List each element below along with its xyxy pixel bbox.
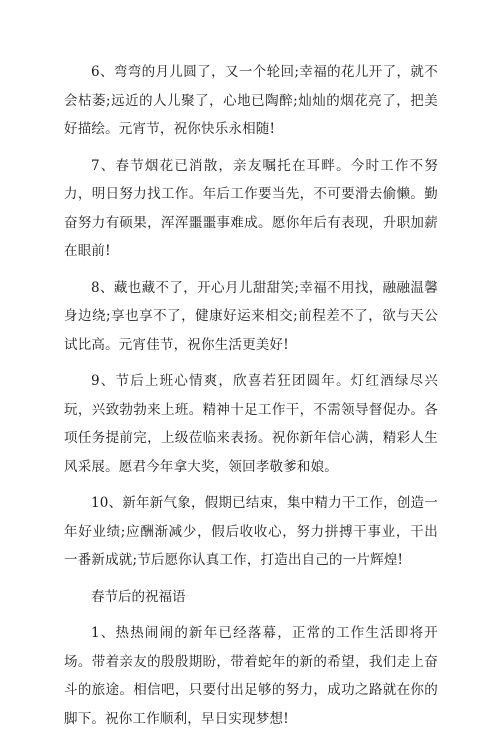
- document-body: [64, 58, 438, 741]
- paragraph-6: 6、弯弯的月儿圆了，又一个轮回;幸福的花儿开了，就不会枯萎;远近的人儿聚了，心地已陶醉;灿灿的烟花亮了，把美好描绘。元宵节，祝你快乐永相随!: [64, 64, 438, 137]
- paragraph-7: 7、春节烟花已消散，亲友嘱托在耳畔。今时工作不努力，明日努力找工作。年后工作要当先，不可要滑去偷懒。勤奋努力有硕果，浑浑噩噩事难成。愿你年后有表现，升职加薪在眼前!: [64, 157, 438, 259]
- paragraph-10: 10、新年新气象，假期已结束，集中精力干工作，创造一年好业绩;应酬渐减少，假后收收心，努力拼搏干事业，干出一番新成就;节后愿你认真工作，打造出自己的一片辉煌!: [64, 495, 438, 568]
- paragraph-8: 8、藏也藏不了，开心月儿甜甜笑;幸福不用找，融融温馨身边绕;享也享不了，健康好运来相交;前程差不了，欲与天公试比高。元宵佳节，祝你生活更美好!: [64, 279, 438, 353]
- section-paragraph-1: 1、热热闹闹的新年已经落幕，正常的工作生活即将开场。带着亲友的殷殷期盼，带着蛇年的新的希望，我们走上奋斗的旅途。相信吧，只要付出足够的努力，成功之路就在你的脚下。祝你工作顺利，早日实现梦想!: [64, 625, 438, 727]
- paragraph-9: 9、节后上班心情爽，欣喜若狂团圆年。灯红酒绿尽兴玩，兴致勃勃来上班。精神十足工作干，不需领导督促办。各项任务提前完，上级莅临来表扬。祝你新年信心满，精彩人生风采展。愿君今年拿大奖，领回孝敬爹和娘。: [64, 373, 438, 475]
- section-heading: 春节后的祝福语: [91, 588, 186, 605]
